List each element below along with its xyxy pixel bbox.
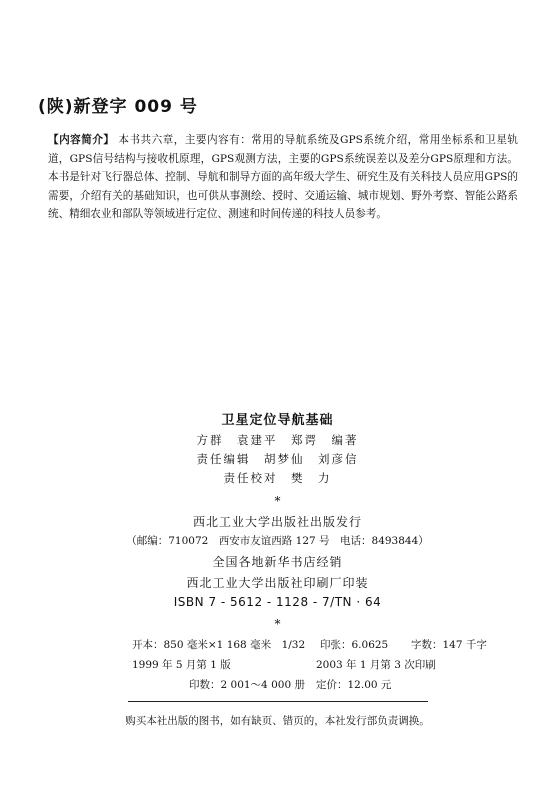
book-title: 卫星定位导航基础 xyxy=(221,413,334,428)
spec-sheets: 印张：6.0625 xyxy=(320,639,389,651)
replacement-notice: 购买本社出版的图书，如有缺页、错页的，本社发行部负责调换。 xyxy=(125,715,430,727)
spec-print-run: 印数：2 001～4 000 册 xyxy=(189,679,305,691)
publisher-address: （邮编：710072 西安市友谊西路 127 号 电话：8493844） xyxy=(126,535,429,547)
book-authors: 方群 袁建平 郑谔 编著 xyxy=(196,433,359,447)
spec-first-edition: 1999 年 5 月第 1 版 xyxy=(132,659,231,671)
summary-tag: 【内容简介】 xyxy=(48,134,115,146)
isbn: ISBN 7 - 5612 - 1128 - 7/TN · 64 xyxy=(173,595,382,609)
distributor: 全国各地新华书店经销 xyxy=(212,555,343,569)
printer: 西北工业大学出版社印刷厂印装 xyxy=(186,576,369,590)
divider-line xyxy=(128,701,428,702)
separator-star: * xyxy=(274,494,281,508)
summary-text: 本书共六章，主要内容有：常用的导航系统及GPS系统介绍，常用坐标系和卫星轨道，GPS信号结构与接收机原理，GPS观测方法，主要的GPS系统误差以及差分GPS原理和方法。本书是针对飞行器总体、控制、导航和制导方面的高年级大学生、研究生及有关科技人员应用GPS的需要，介绍有关的基础知识，也可供从事测绘、授时、交通运输、城市规划、野外考察、智能公路系统、精细农业和部队等领域进行定位、测速和时间传递的科技人员参考。 xyxy=(48,134,518,220)
book-proofreader: 责任校对 樊 力 xyxy=(223,471,332,485)
publisher-issuer: 西北工业大学出版社出版发行 xyxy=(192,515,362,529)
content-summary xyxy=(48,131,518,224)
book-editor: 责任编辑 胡梦仙 刘彦信 xyxy=(196,452,359,466)
spec-words: 字数：147 千字 xyxy=(411,639,487,651)
spec-this-printing: 2003 年 1 月第 3 次印刷 xyxy=(316,659,436,671)
separator-star-2: * xyxy=(274,617,281,631)
spec-format: 开本：850 毫米×1 168 毫米 1/32 xyxy=(132,639,306,651)
license-number: (陕)新登字 009 号 xyxy=(38,97,198,117)
spec-price: 定价：12.00 元 xyxy=(316,679,392,691)
